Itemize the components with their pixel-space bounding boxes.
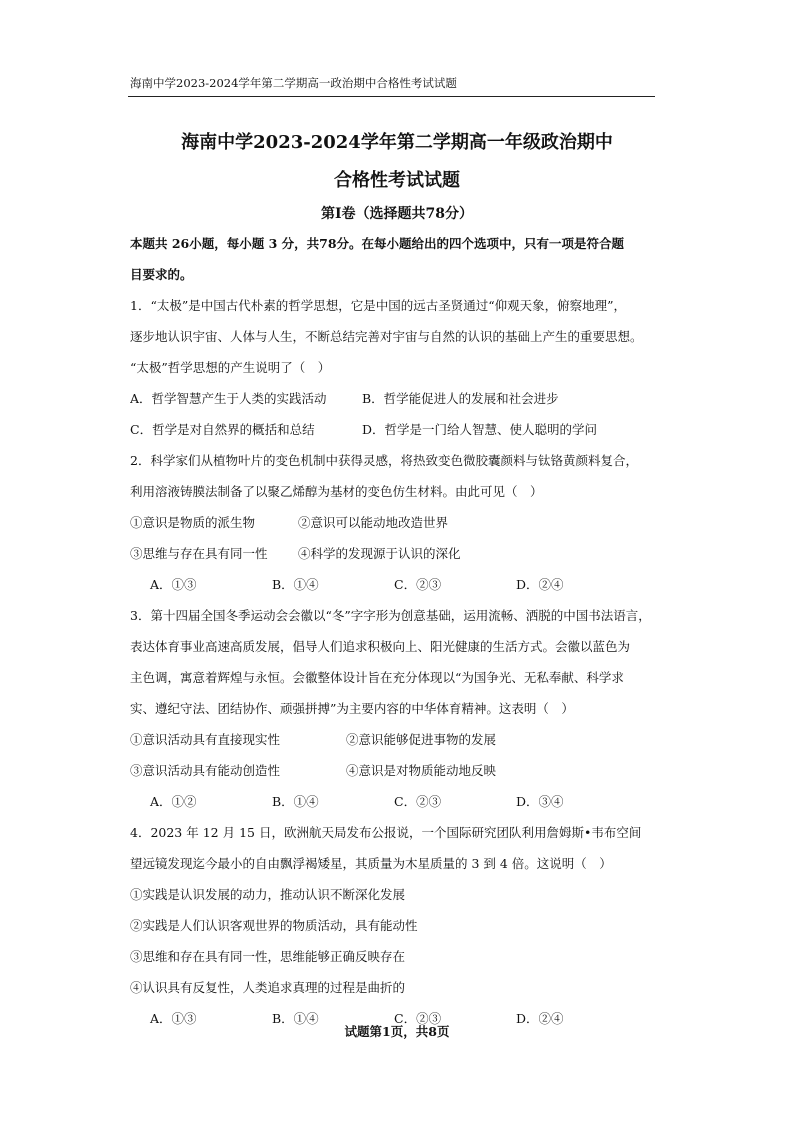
- q1-stem-line: “太极”哲学思想的产生说明了（ ）: [130, 360, 331, 375]
- q4-choice-b: B．①④: [272, 1011, 319, 1026]
- q1-option-a: A．哲学智慧产生于人类的实践活动: [130, 391, 327, 406]
- q3-choice-d: D．③④: [516, 794, 564, 809]
- q4-item-2: ②实践是人们认识客观世界的物质活动，具有能动性: [130, 918, 418, 933]
- q4-item-1: ①实践是认识发展的动力，推动认识不断深化发展: [130, 887, 406, 902]
- q3-items-row: [130, 724, 658, 755]
- instructions-line: 本题共 26小题，每小题 3 分，共78分。在每小题给出的四个选项中，只有一项是符合题: [130, 236, 625, 251]
- q2-item-2: ②意识可以能动地改造世界: [298, 515, 449, 530]
- q4-item-4: ④认识具有反复性，人类追求真理的过程是曲折的: [130, 980, 406, 995]
- q3-stem-line: 实、遵纪守法、团结协作、顽强拼搏”为主要内容的中华体育精神。这表明（ ）: [130, 701, 574, 716]
- q3-stem-line: 表达体育事业高速高质发展，倡导人们追求积极向上、阳光健康的生活方式。会徽以蓝色为: [130, 639, 631, 654]
- instructions-line: 目要求的。: [130, 267, 193, 282]
- q1-option-b: B．哲学能促进人的发展和社会进步: [362, 391, 559, 406]
- q4-choice-a: A．①③: [150, 1011, 197, 1026]
- q3-item-3: ③意识活动具有能动创造性: [130, 763, 281, 778]
- section-heading: 第Ⅰ卷（选择题共78分）: [320, 206, 474, 222]
- exam-title-line1: 海南中学2023-2024学年第二学期高一年级政治期中: [181, 132, 613, 153]
- q1-options-row: [130, 383, 658, 414]
- q2-item-1: ①意识是物质的派生物: [130, 515, 256, 530]
- q2-stem-line: 利用溶液铸膜法制备了以聚乙烯醇为基材的变色仿生材料。由此可见（ ）: [130, 484, 543, 499]
- q2-choice-a: A．①③: [150, 577, 197, 592]
- q2-item-4: ④科学的发现源于认识的深化: [298, 546, 461, 561]
- q3-item-2: ②意识能够促进事物的发展: [346, 732, 497, 747]
- q1-stem-line: 1．“太极”是中国古代朴素的哲学思想，它是中国的远古圣贤通过“仰观天象，俯察地理”，: [130, 298, 627, 313]
- q3-stem-line: 主色调，寓意着辉煌与永恒。会徽整体设计旨在充分体现以“为国争光、无私奉献、科学求: [130, 670, 624, 685]
- q3-item-1: ①意识活动具有直接现实性: [130, 732, 281, 747]
- q3-choice-a: A．①②: [150, 794, 197, 809]
- header-divider: [128, 96, 655, 97]
- page-header: 海南中学2023-2024学年第二学期高一政治期中合格性考试试题: [130, 76, 457, 90]
- q4-choice-c: C．②③: [394, 1011, 442, 1026]
- q1-option-c: C．哲学是对自然界的概括和总结: [130, 422, 315, 437]
- q2-choice-c: C．②③: [394, 577, 442, 592]
- q1-options-row: [130, 414, 658, 445]
- q2-choice-d: D．②④: [516, 577, 564, 592]
- q2-choice-b: B．①④: [272, 577, 319, 592]
- q3-choice-b: B．①④: [272, 794, 319, 809]
- q2-item-3: ③思维与存在具有同一性: [130, 546, 268, 561]
- q3-choice-c: C．②③: [394, 794, 442, 809]
- exam-title-line2: 合格性考试试题: [334, 170, 460, 191]
- page-footer: 试题第1页，共8页: [344, 1024, 450, 1039]
- q2-choices-row: [130, 569, 658, 600]
- q2-items-row: [130, 538, 658, 569]
- q4-stem-line: 望远镜发现迄今最小的自由飘浮褐矮星，其质量为木星质量的 3 到 4 倍。这说明（ ）: [130, 856, 612, 871]
- q1-option-d: D．哲学是一门给人智慧、使人聪明的学问: [362, 422, 598, 437]
- q3-stem-line: 3．第十四届全国冬季运动会会徽以“冬”字字形为创意基础，运用流畅、洒脱的中国书法语言，: [130, 608, 651, 623]
- q3-items-row: [130, 755, 658, 786]
- q3-item-4: ④意识是对物质能动地反映: [346, 763, 497, 778]
- q1-stem-line: 逐步地认识宇宙、人体与人生，不断总结完善对宇宙与自然的认识的基础上产生的重要思想。: [130, 329, 643, 344]
- q4-choice-d: D．②④: [516, 1011, 564, 1026]
- q4-stem-line: 4．2023 年 12 月 15 日，欧洲航天局发布公报说，一个国际研究团队利用詹姆斯•韦布空间: [130, 825, 642, 840]
- q4-item-3: ③思维和存在具有同一性，思维能够正确反映存在: [130, 949, 406, 964]
- q2-stem-line: 2．科学家们从植物叶片的变色机制中获得灵感，将热致变色微胶囊颜料与钛铬黄颜料复合，: [130, 453, 638, 468]
- exam-content: [130, 228, 658, 1034]
- q2-items-row: [130, 507, 658, 538]
- q3-choices-row: [130, 786, 658, 817]
